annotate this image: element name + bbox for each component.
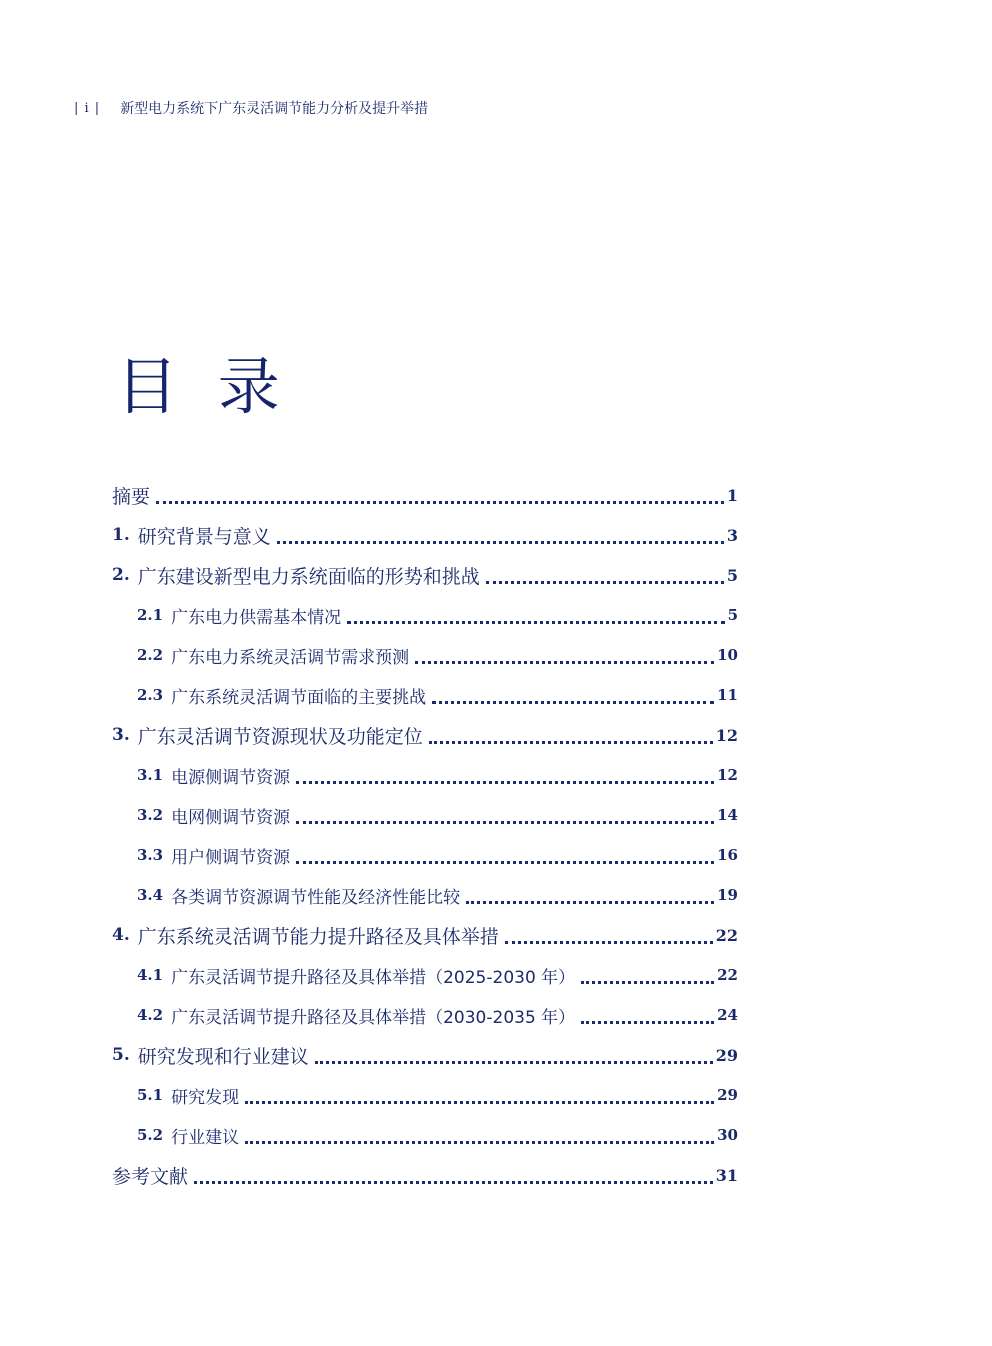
toc-entry-number: 3.1 [137, 766, 164, 784]
toc-entry[interactable] [112, 515, 738, 555]
dot-leader [296, 821, 714, 824]
toc-entry[interactable] [112, 715, 738, 755]
dot-leader [581, 1021, 714, 1024]
dot-leader [296, 781, 714, 784]
toc-entry-page: 30 [717, 1126, 738, 1144]
toc-entry[interactable] [112, 1155, 738, 1195]
dot-leader [315, 1061, 713, 1064]
toc-entry-page: 22 [715, 925, 738, 945]
toc-entry-label: 广东灵活调节资源现状及功能定位 [137, 725, 423, 748]
toc-entry-label: 用户侧调节资源 [171, 847, 291, 868]
toc-entry-label: 电源侧调节资源 [171, 767, 291, 788]
dot-leader [486, 581, 724, 584]
toc-entry-page: 31 [715, 1165, 738, 1185]
table-of-contents [112, 475, 738, 1195]
toc-entry-number: 5.2 [137, 1126, 164, 1144]
toc-entry-page: 19 [717, 886, 738, 904]
toc-entry[interactable] [112, 755, 738, 795]
toc-entry-page: 22 [717, 966, 738, 984]
toc-entry-number: 3.3 [137, 846, 164, 864]
toc-entry[interactable] [112, 875, 738, 915]
toc-entry-page: 12 [715, 725, 738, 745]
toc-entry[interactable] [112, 1115, 738, 1155]
toc-entry[interactable] [112, 595, 738, 635]
toc-entry-page: 10 [717, 646, 738, 664]
dot-leader [581, 981, 714, 984]
toc-entry-number: 1. [112, 525, 130, 545]
dot-leader [432, 701, 714, 704]
toc-entry[interactable] [112, 475, 738, 515]
toc-entry-page: 3 [726, 525, 738, 545]
toc-entry-page: 14 [717, 806, 738, 824]
dot-leader [245, 1101, 714, 1104]
dot-leader [466, 901, 714, 904]
toc-entry[interactable] [112, 955, 738, 995]
toc-entry-page: 12 [717, 766, 738, 784]
toc-entry-page: 24 [717, 1006, 738, 1024]
toc-entry-number: 3. [112, 725, 130, 745]
dot-leader [277, 541, 724, 544]
toc-entry-page: 5 [727, 606, 738, 624]
toc-entry-number: 4. [112, 925, 130, 945]
toc-entry-label: 研究发现 [171, 1087, 240, 1108]
toc-entry-label: 广东系统灵活调节面临的主要挑战 [171, 687, 427, 708]
toc-entry-label: 行业建议 [171, 1127, 240, 1148]
toc-entry[interactable] [112, 555, 738, 595]
toc-entry-label: 参考文献 [112, 1165, 189, 1188]
toc-heading: 目 录 [116, 350, 290, 423]
toc-entry[interactable] [112, 995, 738, 1035]
toc-entry-number: 5. [112, 1045, 130, 1065]
toc-entry[interactable] [112, 915, 738, 955]
toc-entry-page: 11 [717, 686, 738, 704]
dot-leader [245, 1141, 714, 1144]
toc-entry-number: 2. [112, 565, 130, 585]
document-title: 新型电力系统下广东灵活调节能力分析及提升举措 [120, 101, 429, 117]
toc-entry[interactable] [112, 1075, 738, 1115]
toc-entry-page: 29 [717, 1086, 738, 1104]
toc-entry-label: 广东灵活调节提升路径及具体举措（2025-2030 年） [171, 967, 576, 988]
dot-leader [347, 621, 724, 624]
toc-entry-label: 各类调节资源调节性能及经济性能比较 [171, 887, 461, 908]
toc-entry-label: 研究背景与意义 [137, 525, 271, 548]
toc-entry-number: 2.2 [137, 646, 164, 664]
toc-entry-number: 2.3 [137, 686, 164, 704]
toc-entry-label: 广东灵活调节提升路径及具体举措（2030-2035 年） [171, 1007, 576, 1028]
toc-entry-label: 广东系统灵活调节能力提升路径及具体举措 [137, 925, 499, 948]
page-header [74, 98, 428, 118]
toc-entry-label: 研究发现和行业建议 [137, 1045, 309, 1068]
toc-entry[interactable] [112, 635, 738, 675]
dot-leader [505, 941, 713, 944]
toc-entry[interactable] [112, 1035, 738, 1075]
toc-entry[interactable] [112, 675, 738, 715]
dot-leader [194, 1181, 713, 1184]
toc-entry-page: 16 [717, 846, 738, 864]
toc-entry-page: 29 [715, 1045, 738, 1065]
toc-entry-label: 电网侧调节资源 [171, 807, 291, 828]
toc-entry-label: 广东建设新型电力系统面临的形势和挑战 [137, 565, 480, 588]
toc-entry-page: 5 [726, 565, 738, 585]
dot-leader [429, 741, 713, 744]
toc-entry-label: 广东电力系统灵活调节需求预测 [171, 647, 410, 668]
toc-entry[interactable] [112, 795, 738, 835]
toc-entry-label: 广东电力供需基本情况 [171, 607, 342, 628]
dot-leader [156, 501, 724, 504]
toc-entry-number: 2.1 [137, 606, 164, 624]
toc-entry[interactable] [112, 835, 738, 875]
toc-entry-number: 3.2 [137, 806, 164, 824]
toc-entry-number: 4.1 [137, 966, 164, 984]
page-number: | i | [74, 100, 101, 116]
dot-leader [296, 861, 714, 864]
toc-entry-number: 5.1 [137, 1086, 164, 1104]
toc-entry-page: 1 [726, 485, 738, 505]
toc-entry-number: 3.4 [137, 886, 164, 904]
dot-leader [415, 661, 714, 664]
toc-entry-label: 摘要 [112, 485, 151, 508]
toc-entry-number: 4.2 [137, 1006, 164, 1024]
